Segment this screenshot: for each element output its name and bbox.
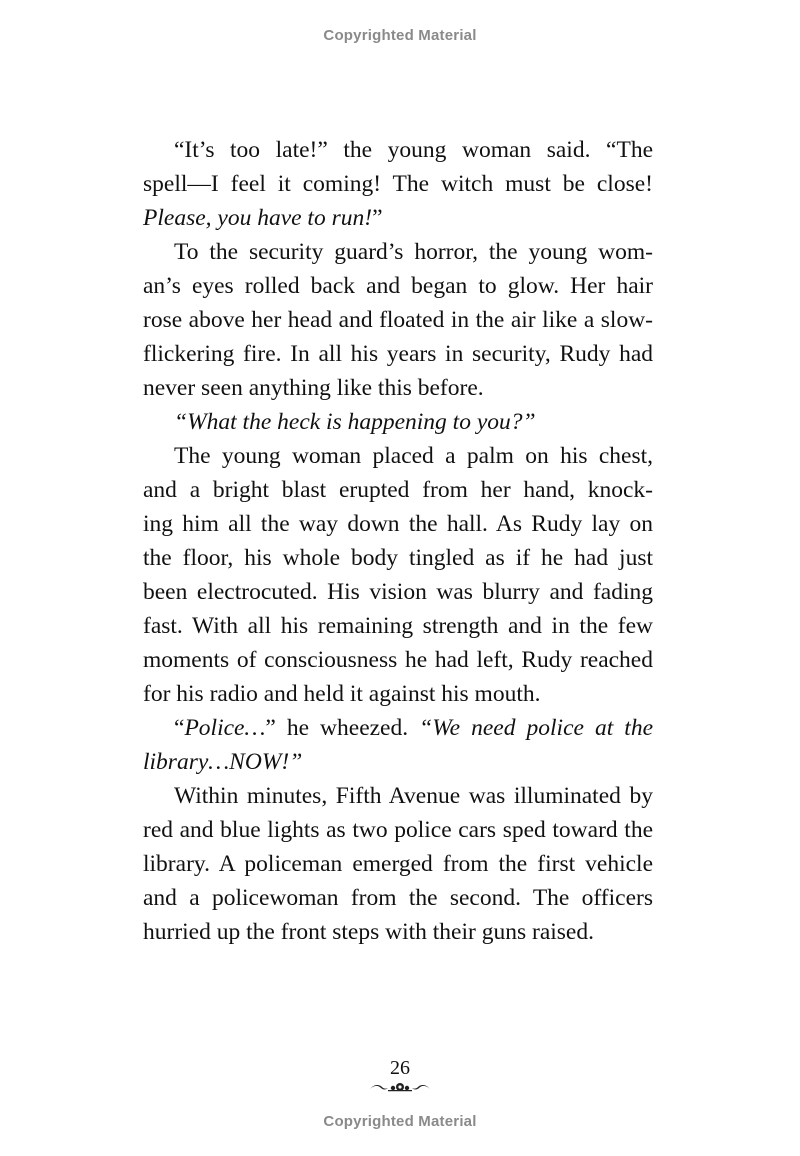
text-line: To the security guard’s horror, the young wom- xyxy=(174,239,653,265)
dialogue-tag: ” he wheezed. xyxy=(265,715,409,741)
italic-dialogue: “What the heck is happening to you?” xyxy=(174,409,536,435)
text-line xyxy=(143,711,653,745)
italic-dialogue: library…NOW!” xyxy=(143,749,303,775)
italic-dialogue: “We need police at the xyxy=(419,715,654,741)
text-line: red and blue lights as two police cars sped toward the xyxy=(143,817,653,843)
text-line: for his radio and held it against his mouth. xyxy=(143,681,541,707)
body-text xyxy=(143,133,653,949)
text-line: library. A policeman emerged from the first vehicle xyxy=(143,851,653,877)
closing-quote: ” xyxy=(372,205,383,231)
text-line: “It’s too late!” the young woman said. “The xyxy=(174,137,653,163)
text-line: moments of consciousness he had left, Rudy reached xyxy=(143,647,653,673)
paragraph-2 xyxy=(143,235,653,405)
text-line: hurried up the front steps with their guns raised. xyxy=(143,919,594,945)
paragraph-3 xyxy=(143,405,653,439)
text-line: the floor, his whole body tingled as if he had just xyxy=(143,545,653,571)
copyright-watermark-bottom: Copyrighted Material xyxy=(323,1113,477,1130)
paragraph-4 xyxy=(143,439,653,711)
copyright-watermark-top: Copyrighted Material xyxy=(323,27,477,44)
text-line: been electrocuted. His vision was blurry and fading xyxy=(143,579,653,605)
page-number: 26 xyxy=(390,1057,410,1079)
text-line: an’s eyes rolled back and began to glow. Her hair xyxy=(143,273,653,299)
text-line: flickering fire. In all his years in security, Rudy had xyxy=(143,341,653,367)
text-line: fast. With all his remaining strength and in the few xyxy=(143,613,653,639)
italic-dialogue: Police… xyxy=(184,715,266,741)
decorative-flourish-icon xyxy=(368,1080,432,1094)
paragraph-5 xyxy=(143,711,653,779)
text-line: and a bright blast erupted from her hand, knock- xyxy=(143,477,653,503)
text-line: and a policewoman from the second. The officers xyxy=(143,885,653,911)
text-line: never seen anything like this before. xyxy=(143,375,484,401)
paragraph-6 xyxy=(143,779,653,949)
text-line: ing him all the way down the hall. As Rudy lay on xyxy=(143,511,653,537)
text-line: The young woman placed a palm on his chest, xyxy=(174,443,653,469)
text-line xyxy=(143,201,653,235)
open-quote: “ xyxy=(174,715,185,741)
italic-dialogue: Please, you have to run! xyxy=(143,205,373,231)
text-line: Within minutes, Fifth Avenue was illuminated by xyxy=(174,783,653,809)
paragraph-1 xyxy=(143,133,653,235)
text-line: spell—I feel it coming! The witch must be close! xyxy=(143,171,653,197)
text-line: rose above her head and floated in the air like a slow- xyxy=(143,307,653,333)
